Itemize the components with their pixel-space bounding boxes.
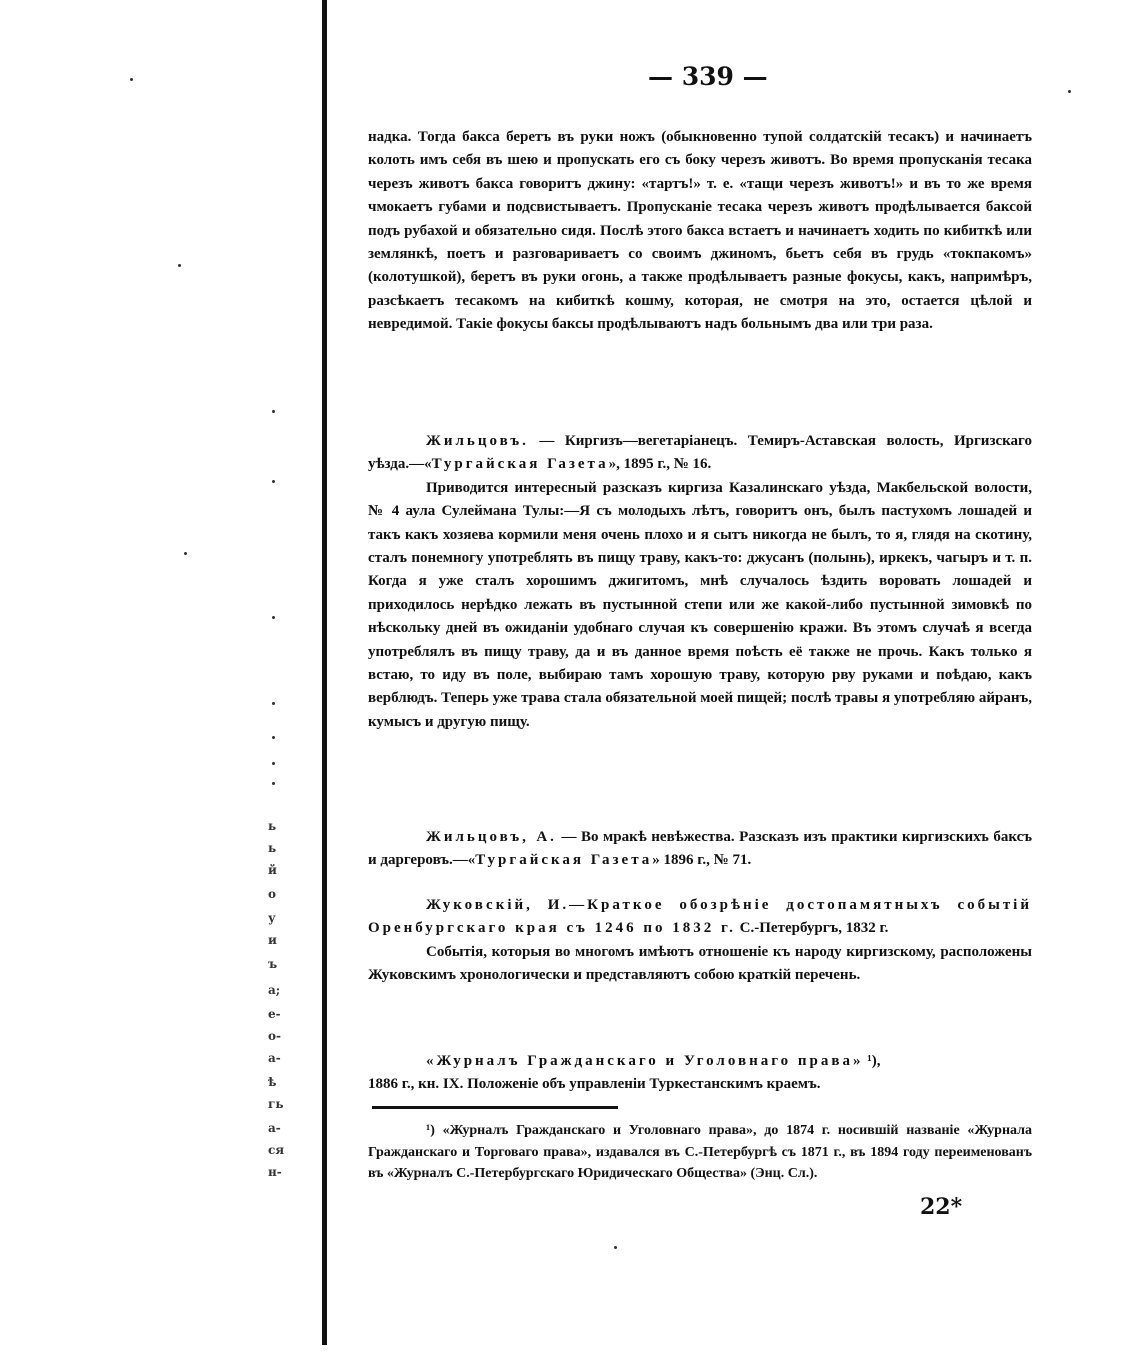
footnote-rule (372, 1106, 618, 1109)
entry-tail: С.-Петербургъ, 1832 г. (735, 920, 889, 937)
gutter-mark: а; (268, 983, 281, 997)
entry-title: —Краткое обозрѣніе достопамятныхъ событій Оренбургскаго края съ 1246 по 1832 г. (368, 897, 1032, 937)
binding-rule (322, 0, 327, 1345)
entry-source: Тургайская Газета (431, 456, 609, 473)
gutter-mark: а- (268, 1121, 281, 1135)
bibliography-entry (368, 430, 1032, 477)
gutter-mark: о- (268, 1029, 281, 1043)
scan-speck (272, 410, 275, 413)
entry-author: Жуковскій, И. (426, 897, 570, 913)
gutter-mark: о (268, 887, 277, 901)
entry-zhukovsky (368, 894, 1032, 988)
gutter-mark: и (268, 933, 277, 947)
gutter-mark: ь (268, 841, 277, 855)
entry-title: — Во мракѣ невѣжества. Разсказъ изъ практики киргизскихъ баксъ и даргеровъ.—« (368, 829, 1032, 869)
gutter-mark: а- (268, 1051, 281, 1065)
paragraph-baksa-ritual: надка. Тогда бакса беретъ въ руки ножъ (обыкновенно тупой солдатскій тесакъ) и начинаетъ колоть имъ себя въ шею и пропускать его съ боку черезъ животъ. Во время пропусканія тесака черезъ животъ бакса говоритъ джину: «тартъ!» т. е. «тащи черезъ животъ!» и въ то же время чмокаетъ губами и подсвистываетъ. Пропусканіе тесака черезъ животъ продѣлывается баксой подъ рубахой и обязательно сидя. Послѣ этого бакса встаетъ и начинаетъ ходить по кибиткѣ или землянкѣ, поетъ и разговариваетъ со своимъ джиномъ, бьетъ себя въ грудь «токпакомъ» (колотушкой), беретъ въ руки огонь, а также продѣлываетъ разные фокусы, какъ, напримѣръ, разсѣкаетъ тесакомъ на кибиткѣ кошму, которая, не смотря на это, остается цѣлой и невредимой. Такіе фокусы баксы продѣлываютъ надъ больнымъ два или три раза. (368, 129, 1032, 333)
scan-speck (272, 480, 275, 483)
gutter-mark: е- (268, 1007, 281, 1021)
bibliography-entry (368, 1050, 1032, 1073)
entry-tail: », 1895 г., № 16. (608, 456, 712, 473)
entry-tail: » 1896 г., № 71. (652, 852, 752, 869)
gutter-mark: ь (268, 819, 277, 833)
scan-speck (130, 78, 133, 81)
gutter-mark: ѣ (268, 1075, 277, 1089)
scan-speck (178, 264, 181, 267)
gutter-mark: у (268, 911, 276, 925)
bibliography-entry (368, 826, 1032, 873)
scan-speck (614, 1246, 617, 1249)
entry-source: «Журналъ Гражданскаго и Уголовнаго права» (426, 1053, 864, 1069)
footnote-ref: ¹), (863, 1053, 881, 1069)
signature-mark: 22* (920, 1194, 963, 1220)
gutter-mark: ъ (268, 957, 278, 971)
paragraph-kirghiz-story: Приводится интересный разсказъ киргиза Казалинскаго уѣзда, Макбельской волости, № 4 аула Сулеймана Тулы:—Я съ молодыхъ лѣтъ, говоритъ онъ, былъ пастухомъ лошадей и такъ какъ хозяева кормили меня очень плохо и я сытъ никогда не былъ, то я, глядя на скотину, сталъ понемногу употреблять въ пищу траву, какъ-то: джусанъ (полынь), иркекъ, чагыръ и т. п. Когда я уже сталъ хорошимъ джигитомъ, мнѣ случалось ѣздить воровать лошадей и приходилось нерѣдко лежать въ пустынной степи или же какой-либо пустынной зимовкѣ по нѣскольку дней въ ожиданіи удобнаго случая къ совершенію кражи. Въ этомъ случаѣ я всегда употреблялъ въ пищу траву, да и въ данное время поѣсть её также не прочь. Какъ только я встаю, то иду въ поле, выбираю тамъ хорошую траву, которую рву руками и поѣдаю, какъ верблюдъ. Теперь уже трава стала обязательной моей пищей; послѣ травы я употребляю айранъ, кумысъ и другую пищу. (368, 479, 1032, 730)
entry-journal (368, 1050, 1032, 1097)
scan-speck (272, 762, 275, 765)
scan-speck (1068, 90, 1071, 93)
scan-speck (272, 702, 275, 705)
entry-source: Тургайская Газета (475, 852, 653, 869)
footnote (368, 1120, 1032, 1185)
gutter-mark: н- (268, 1165, 282, 1179)
scan-speck (272, 782, 275, 785)
main-text (368, 126, 1032, 337)
entry-author: Жильцовъ. (426, 433, 529, 449)
page-number: — 339 — (648, 62, 768, 91)
entry-zhiltsov-2 (368, 826, 1032, 873)
gutter-mark: ся (268, 1143, 285, 1157)
gutter-mark: гь (268, 1097, 284, 1111)
scan-speck (272, 616, 275, 619)
scan-speck (184, 552, 187, 555)
footnote-text: ¹) «Журналъ Гражданскаго и Уголовнаго права», до 1874 г. носившій названіе «Журнала Гражданскаго и Торговаго права», издавался въ С.-Петербургѣ съ 1871 г., въ 1894 году переименованъ въ «Журналъ С.-Петербургскаго Юридическаго Общества» (Энц. Сл.). (368, 1123, 1032, 1181)
paragraph-events: Событія, которыя во многомъ имѣютъ отношеніе къ народу киргизскому, расположены Жуковскимъ хронологически и представляютъ собою краткій перечень. (368, 943, 1032, 984)
entry-author: Жильцовъ, А. (426, 829, 557, 845)
gutter-mark: й (268, 863, 277, 877)
entry-tail: 1886 г., кн. IX. Положеніе объ управленіи Туркестанскимъ краемъ. (368, 1076, 821, 1093)
entry-zhiltsov-1 (368, 430, 1032, 734)
bibliography-entry (368, 894, 1032, 941)
entry-title: — Киргизъ—вегетаріанецъ. Темиръ-Аставская волость, Иргизскаго уѣзда.—« (368, 433, 1032, 473)
scan-speck (272, 736, 275, 739)
